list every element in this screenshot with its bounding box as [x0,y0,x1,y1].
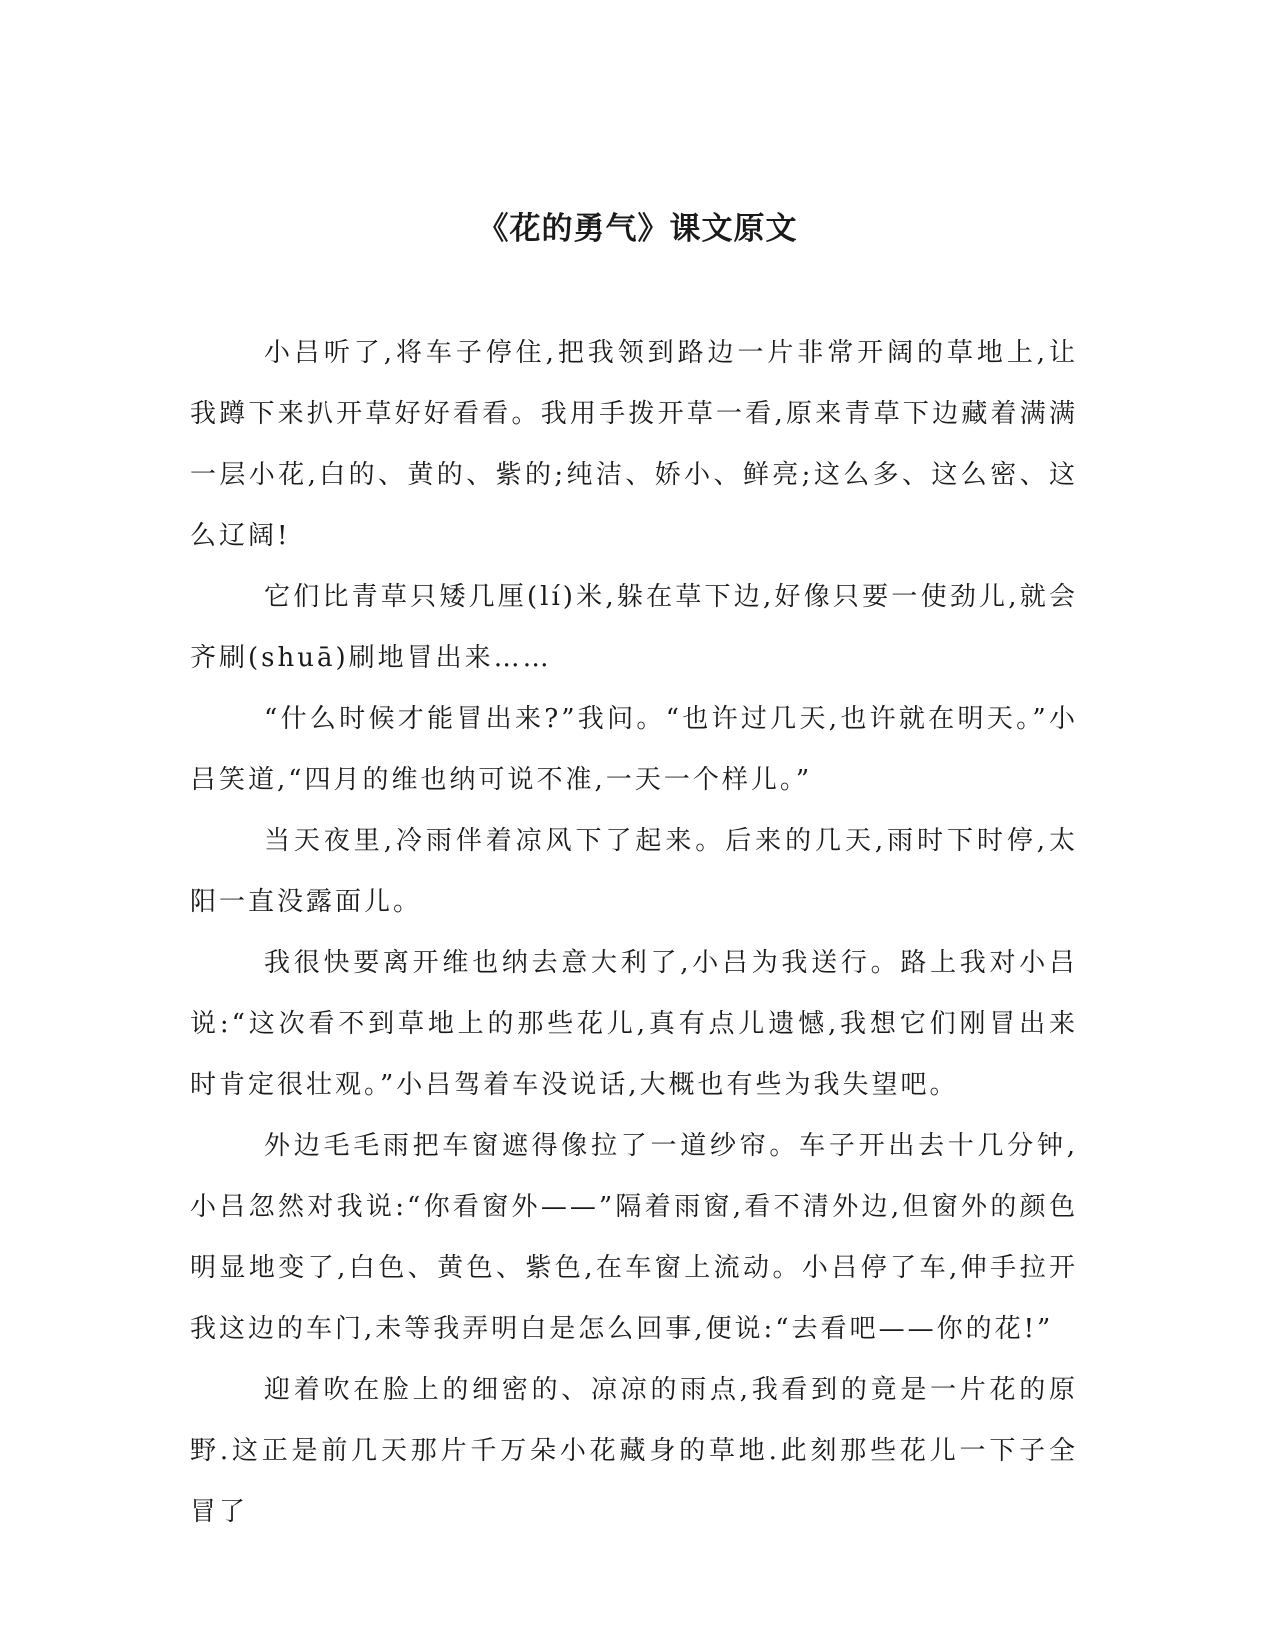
paragraph: 迎着吹在脸上的细密的、凉凉的雨点,我看到的竟是一片花的原野.这正是前几天那片千万朵小花藏身的草地.此刻那些花儿一下子全冒了 [190,1375,1078,1527]
paragraph: 外边毛毛雨把车窗遮得像拉了一道纱帘。车子开出去十几分钟,小吕忽然对我说:“你看窗外——”隔着雨窗,看不清外边,但窗外的颜色明显地变了,白色、黄色、紫色,在车窗上流动。小吕停了车,伸手拉开我这边的车门,未等我弄明白是怎么回事,便说:“去看吧——你的花!” [190,1131,1078,1344]
document-title: 《花的勇气》课文原文 [477,211,798,247]
document-body [190,323,1078,1543]
paragraph: 我很快要离开维也纳去意大利了,小吕为我送行。路上我对小吕说:“这次看不到草地上的那些花儿,真有点儿遗憾,我想它们刚冒出来时肯定很壮观。”小吕驾着车没说话,大概也有些为我失望吧。 [190,948,1078,1100]
paragraph: 它们比青草只矮几厘(lí)米,躲在草下边,好像只要一使劲儿,就会齐刷(shuā)刷地冒出来…… [190,582,1078,673]
paragraph: 当天夜里,冷雨伴着凉风下了起来。后来的几天,雨时下时停,太阳一直没露面儿。 [190,826,1078,917]
paragraph: “什么时候才能冒出来?”我问。“也许过几天,也许就在明天。”小吕笑道,“四月的维也纳可说不准,一天一个样儿。” [190,704,1078,795]
paragraph: 小吕听了,将车子停住,把我领到路边一片非常开阔的草地上,让我蹲下来扒开草好好看看。我用手拨开草一看,原来青草下边藏着满满一层小花,白的、黄的、紫的;纯洁、娇小、鲜亮;这么多、这么密、这么辽阔! [190,338,1078,551]
